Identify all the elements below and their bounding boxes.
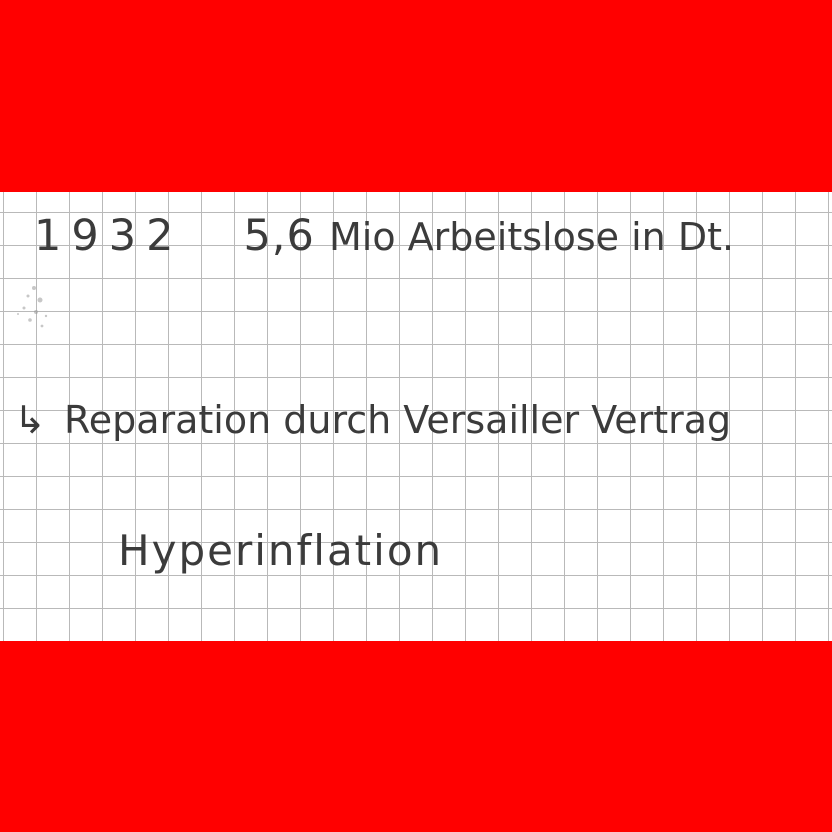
note-line-2 <box>14 398 731 442</box>
unemployment-text: Mio Arbeitslose in Dt. <box>329 215 735 259</box>
red-band-bottom <box>0 641 832 832</box>
smudge-mark <box>6 274 58 336</box>
arrow-icon: ↳ <box>14 398 46 442</box>
reparation-text: Reparation durch Versailler Vertrag <box>64 398 732 442</box>
hyperinflation-text: Hyperinflation <box>118 526 444 575</box>
year-text: 1932 <box>34 211 184 261</box>
note-line-1 <box>34 211 734 261</box>
unemployed-count: 5,6 <box>243 211 315 261</box>
note-line-3 <box>118 526 443 575</box>
grid-paper-note <box>0 192 832 641</box>
red-band-top <box>0 0 832 192</box>
